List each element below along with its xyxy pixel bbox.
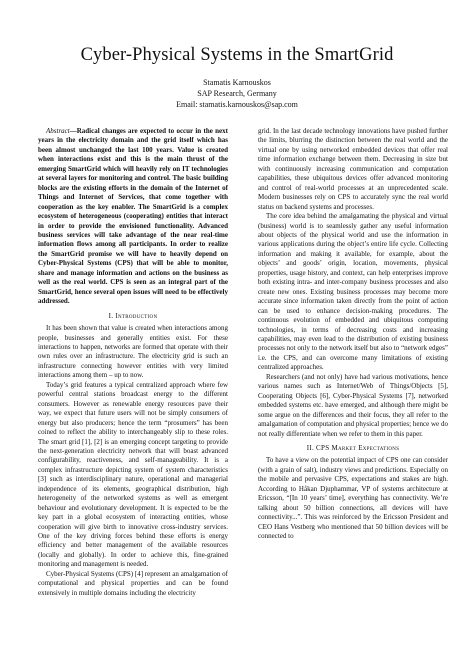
author-email: Email: stamatis.karnouskos@sap.com [176, 100, 298, 109]
author-name: Stamatis Karnouskos [203, 78, 271, 87]
paragraph: grid. In the last decade technology innovations have pushed further the limits, blurring the distinction between the real world and the virtual one by using networked embedded devices that offer real time information exchange between them. Decreasing in size but with continuously increasing communication and computation capabilities, these ubiquitous devices offer advanced monitoring and control of real-world processes at an unprecedented scale. Modern businesses rely on CPS to accurately sync the real world status on backend systems and processes. [258, 127, 448, 211]
paragraph: The core idea behind the amalgamating the physical and virtual (business) world is to seamlessly gather any useful information about objects of the physical world and use the information in various applications during the object’s entire life cycle. Collecting information and making it available, for example, about the objects’ and goods’ origin, location, movements, physical properties, usage history, and context, can help enterprises improve both existing intra- and inter-company business processes and also create new ones. Existing business processes may become more accurate since information taken directly from the point of action can be used to enhance decision-making procedures. The continuous evolution of embedded and ubiquitous computing technologies, in terms of decreasing costs and increasing capabilities, may even lead to the distribution of existing business processes not only to the network itself but also to “network edges” i.e. the CPS, and can overcome many limitations of existing centralized approaches. [258, 212, 448, 372]
paragraph: Cyber-Physical Systems (CPS) [4] represent an amalgamation of computational and physical properties and can be found extensively in multiple domains including the electricity [38, 569, 228, 597]
paragraph: Today’s grid features a typical centralized approach where few powerful central stations broadcast energy to the different consumers. However as renewable energy resources pave their way, we expect that future users will not be simply consumers of energy but also producers; hence the term “prosumers” has been coined to reflect the ability to interchangeably slip to these roles. The smart grid [1], [2] is an emerging concept targeting to provide the next-generation electricity network that will boast advanced configurability, reactiveness, and self-manageability. It is a complex infrastructure depicting system of system characteristics [3] such as interdisciplinary nature, operational and managerial independence of its elements, geographical distribution, high heterogeneity of the networked systems as well as emergent behaviour and evolutionary development. It is expected to be the key part in a global ecosystem of interacting entities, whose cooperation will give birth to innovative cross-industry services. One of the key driving forces behind these efforts is energy efficiency and better management of the available resources (locally and globally). In order to achieve this, fine-grained monitoring and management is needed. [38, 380, 228, 569]
left-column [38, 127, 228, 598]
right-column [258, 127, 448, 541]
author-affiliation: SAP Research, Germany [197, 89, 277, 98]
author-block [0, 77, 474, 110]
section-heading-market: II. CPS Market Expectations [306, 443, 400, 452]
abstract [38, 127, 228, 307]
paper-title: Cyber-Physical Systems in the SmartGrid [80, 45, 394, 65]
section-heading-introduction: I. Introduction [108, 311, 158, 320]
abstract-text: —Radical changes are expected to occur in the next years in the electricity domain and the grid itself which has been almost unchanged the last 100 years. Value is created when interactions exist and this is the main thrust of the emerging SmartGrid which will heavily rely on IT technologies at several layers for monitoring and control. The basic building blocks are the existing efforts in the domain of the Internet of Things and Internet of Services, that come together with cooperation as the key enabler. The SmartGrid is a complex ecosystem of heterogeneous (cooperating) entities that interact in order to provide the envisioned functionality. Advanced business services will take advantage of the near real-time information flows among all participants. In order to realize the SmartGrid promise we will have to heavily depend on Cyber-Physical Systems (CPS) that will be able to monitor, share and manage information and actions on the business as well as the real world. CPS is seen as an integral part of the SmartGrid, hence several open issues will need to be effectively addressed. [38, 127, 228, 306]
abstract-label: Abstract [46, 127, 70, 135]
paragraph: To have a view on the potential impact of CPS one can consider (with a grain of salt), industry views and predictions. Especially on the mobile and pervasive CPS, expectations and stakes are high. According to Håkan Djuphammar, VP of systems architecture at Ericsson, “[In 10 years’ time], everything has connectivity. We’re talking about 50 billion connections, all devices will have connectivity...”. This was reinforced by the Ericsson President and CEO Hans Vestberg who mentioned that 50 billion devices will be connected to [258, 456, 448, 541]
paragraph: It has been shown that value is created when interactions among people, businesses and generally entities exist. For these interactions to happen, networks are formed that operate with their own rules over an infrastructure. The electricity grid is such an infrastructure connecting however entities with very limited interactions among them – up to now. [38, 324, 228, 380]
paragraph: Researchers (and not only) have had various motivations, hence various names such as Internet/Web of Things/Objects [5], Cooperating Objects [6], Cyber-Physical Systems [7], networked embedded systems etc. have emerged, and although there might be some argue on the differences and their focus, they all refer to the amalgamation of computation and physical properties; hence we do not really differentiate when we refer to them in this paper. [258, 372, 448, 438]
